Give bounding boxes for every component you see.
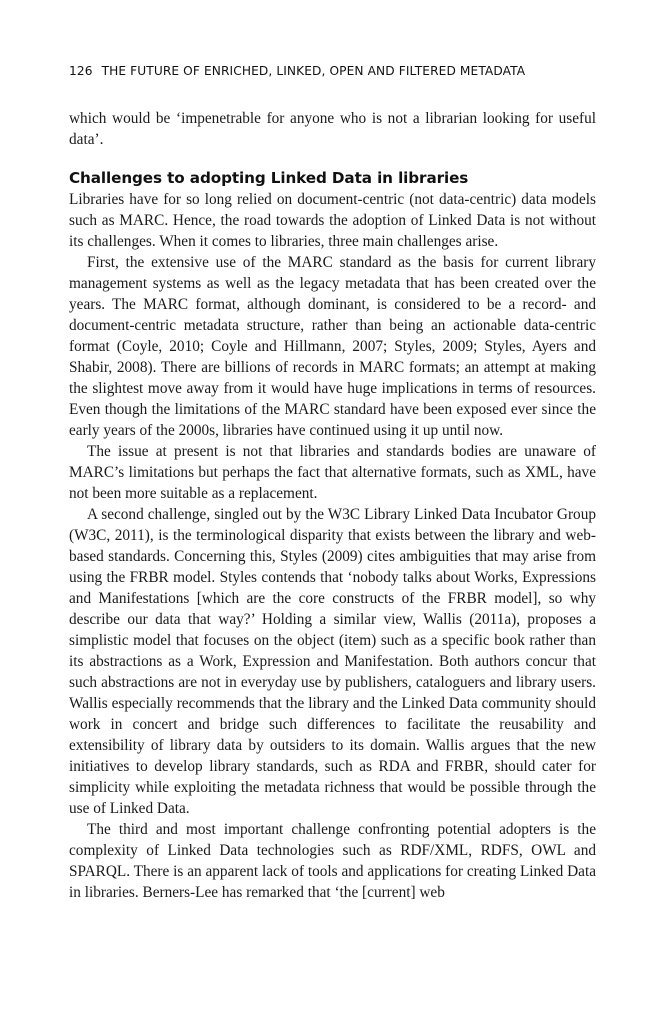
running-header [69,64,589,78]
paragraph-first-challenge: First, the extensive use of the MARC standard as the basis for current library management systems as well as the legacy metadata that has been created over the years. The MARC format, although dominant, is considered to be a record- and document-centric metadata structure, rather than being an actionable data-centric format (Coyle, 2010; Coyle and Hillmann, 2007; Styles, 2009; Styles, Ayers and Shabir, 2008). There are billions of records in MARC formats; an attempt at making the slightest move away from it would have huge implications in terms of resources. Even though the limitations of the MARC standard have been exposed ever since the early years of the 2000s, libraries have continued using it up until now. [69,254,596,439]
opening-paragraph: which would be ‘impenetrable for anyone who is not a librarian looking for useful data’. [69,110,596,148]
paragraph-third-challenge: The third and most important challenge confronting potential adopters is the complexity of Linked Data technologies such as RDF/XML, RDFS, OWL and SPARQL. There is an apparent lack of tools and applications for creating Linked Data in libraries. Berners-Lee has remarked that ‘the [current] web [69,821,596,901]
running-title: THE FUTURE OF ENRICHED, LINKED, OPEN AND FILTERED METADATA [101,64,526,78]
paragraph-marc-issue: The issue at present is not that libraries and standards bodies are unaware of MARC’s limitations but perhaps the fact that alternative formats, such as XML, have not been more suitable as a replacement. [69,443,596,502]
page-body [69,108,596,903]
section-heading: Challenges to adopting Linked Data in libraries [69,169,469,187]
paragraph-second-challenge: A second challenge, singled out by the W3C Library Linked Data Incubator Group (W3C, 2011), is the terminological disparity that exists between the library and web-based standards. Concerning this, Styles (2009) cites ambiguities that may arise from using the FRBR model. Styles contends that ‘nobody talks about Works, Expressions and Manifestations [which are the core constructs of the FRBR model], so why describe our data that way?’ Holding a similar view, Wallis (2011a), proposes a simplistic model that focuses on the object (item) such as a specific book rather than its abstractions as a Work, Expression and Manifestation. Both authors concur that such abstractions are not in everyday use by publishers, cataloguers and library users. Wallis especially recommends that the library and the Linked Data community should work in concert and bridge such differences to facilitate the reusability and extensibility of library data by outsiders to its domain. Wallis argues that the new initiatives to develop library standards, such as RDA and FRBR, should cater for simplicity while exploiting the metadata richness that would be possible through the use of Linked Data. [69,506,596,817]
page-number: 126 [69,64,93,78]
paragraph-intro: Libraries have for so long relied on document-centric (not data-centric) data models such as MARC. Hence, the road towards the adoption of Linked Data is not without its challenges. When it comes to libraries, three main challenges arise. [69,191,596,250]
